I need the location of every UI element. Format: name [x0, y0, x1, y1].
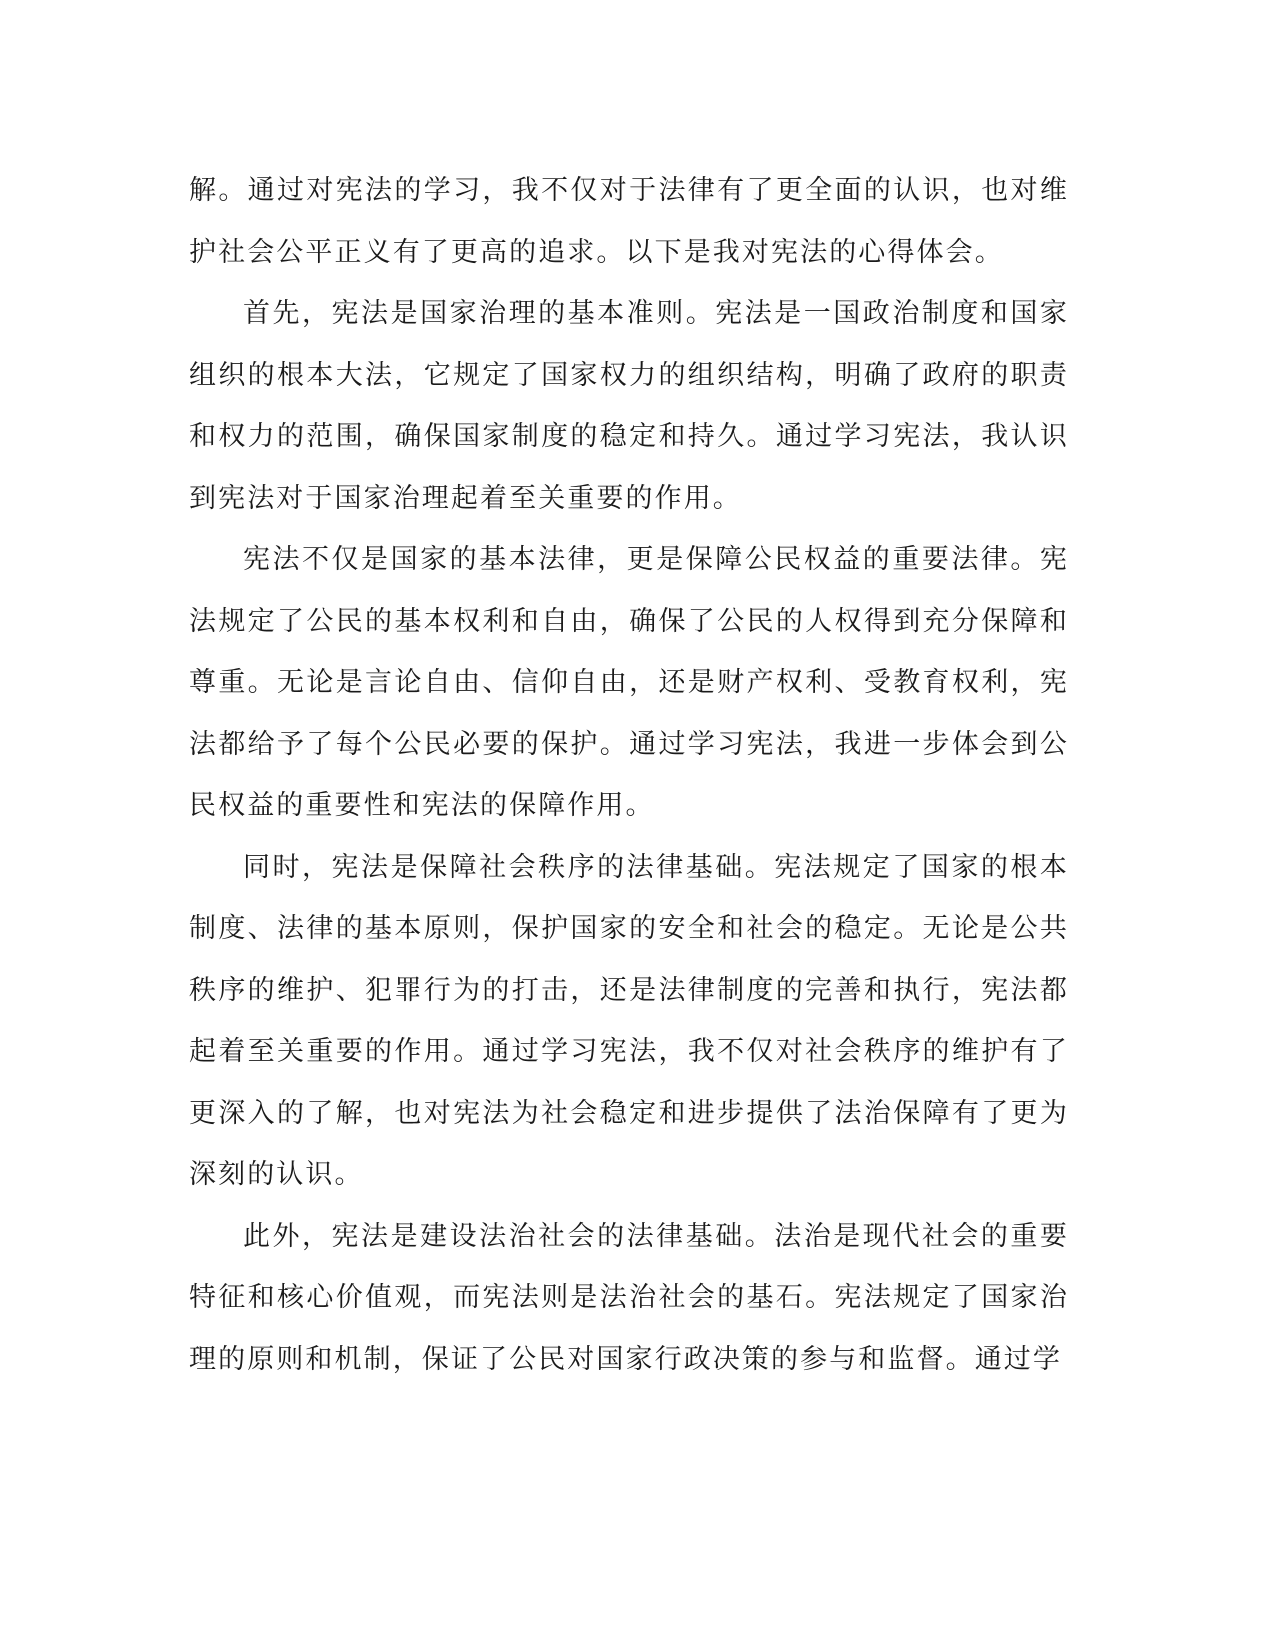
paragraph-continuation: 解。通过对宪法的学习，我不仅对于法律有了更全面的认识，也对维护社会公平正义有了更高的追求。以下是我对宪法的心得体会。 — [189, 175, 1069, 268]
paragraph-citizen-rights: 宪法不仅是国家的基本法律，更是保障公民权益的重要法律。宪法规定了公民的基本权利和自由，确保了公民的人权得到充分保障和尊重。无论是言论自由、信仰自由，还是财产权利、受教育权利，宪法都给予了每个公民必要的保护。通过学习宪法，我进一步体会到公民权益的重要性和宪法的保障作用。 — [189, 544, 1069, 821]
paragraph-governance: 首先，宪法是国家治理的基本准则。宪法是一国政治制度和国家组织的根本大法，它规定了国家权力的组织结构，明确了政府的职责和权力的范围，确保国家制度的稳定和持久。通过学习宪法，我认识到宪法对于国家治理起着至关重要的作用。 — [189, 298, 1069, 514]
document-body — [189, 160, 1069, 1390]
paragraph-social-order: 同时，宪法是保障社会秩序的法律基础。宪法规定了国家的根本制度、法律的基本原则，保护国家的安全和社会的稳定。无论是公共秩序的维护、犯罪行为的打击，还是法律制度的完善和执行，宪法都起着至关重要的作用。通过学习宪法，我不仅对社会秩序的维护有了更深入的了解，也对宪法为社会稳定和进步提供了法治保障有了更为深刻的认识。 — [189, 851, 1069, 1190]
paragraph-rule-of-law: 此外，宪法是建设法治社会的法律基础。法治是现代社会的重要特征和核心价值观，而宪法则是法治社会的基石。宪法规定了国家治理的原则和机制，保证了公民对国家行政决策的参与和监督。通过学 — [189, 1220, 1069, 1375]
